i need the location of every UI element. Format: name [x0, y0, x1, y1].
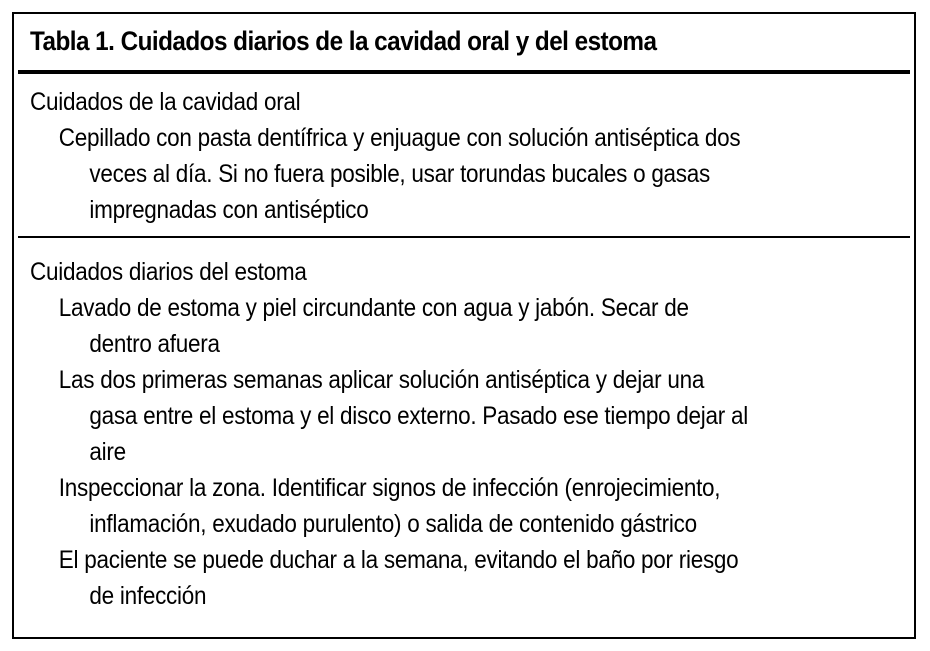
section-oral-care — [30, 84, 904, 228]
list-item — [30, 362, 904, 470]
item-line: de infección — [89, 582, 207, 610]
item-line: dentro afuera — [89, 330, 220, 358]
item-line: Inspeccionar la zona. Identificar signos de infección (enrojecimiento, — [58, 474, 721, 502]
item-line: Cepillado con pasta dentífrica y enjuague con solución antiséptica dos — [58, 124, 741, 152]
table-title: Tabla 1. Cuidados diarios de la cavidad oral y del estoma — [30, 26, 657, 56]
section-heading: Cuidados de la cavidad oral — [30, 88, 301, 116]
list-item — [30, 542, 904, 614]
item-line: Las dos primeras semanas aplicar solución antiséptica y dejar una — [58, 366, 705, 394]
care-table — [12, 12, 916, 639]
list-item — [30, 120, 904, 228]
item-line: gasa entre el estoma y el disco externo. Pasado ese tiempo dejar al — [89, 402, 748, 430]
section-divider — [18, 236, 910, 238]
list-item — [30, 470, 904, 542]
title-divider — [18, 70, 910, 74]
section-stoma-care — [30, 254, 904, 614]
item-line: Lavado de estoma y piel circundante con agua y jabón. Secar de — [58, 294, 689, 322]
item-line: inflamación, exudado purulento) o salida de contenido gástrico — [89, 510, 697, 538]
item-line: El paciente se puede duchar a la semana, evitando el baño por riesgo — [58, 546, 739, 574]
item-line: impregnadas con antiséptico — [89, 196, 369, 224]
item-line: veces al día. Si no fuera posible, usar torundas bucales o gasas — [89, 160, 711, 188]
list-item — [30, 290, 904, 362]
item-line: aire — [89, 438, 126, 466]
section-heading: Cuidados diarios del estoma — [30, 258, 307, 286]
